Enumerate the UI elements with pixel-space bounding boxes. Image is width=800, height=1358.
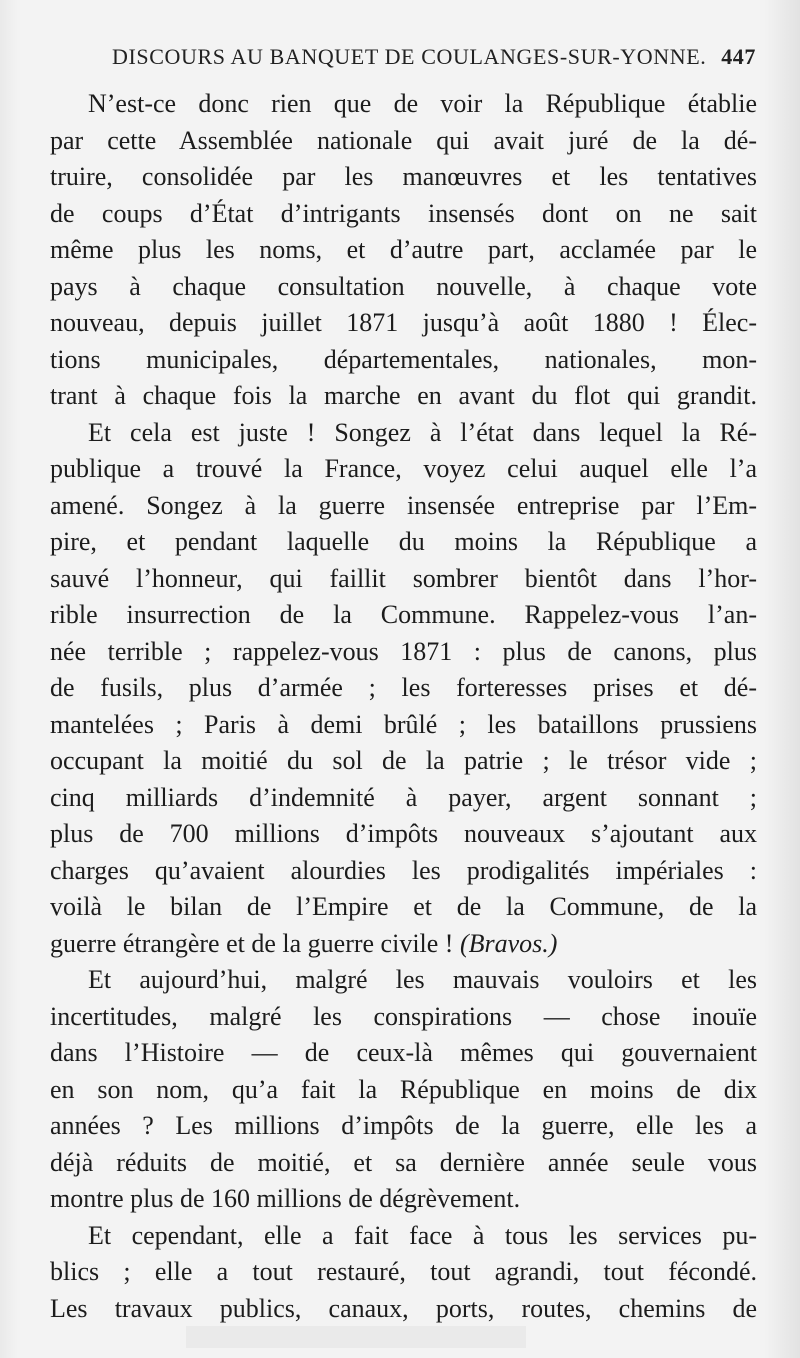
text-line: trant à chaque fois la marche en avant du flot qui grandit. [50, 381, 757, 410]
text-line: blics ; elle a tout restauré, tout agrandi, tout fécondé. [50, 1257, 757, 1286]
text-line: née terrible ; rappelez-vous 1871 : plus de canons, plus [50, 636, 757, 666]
text-line: même plus les noms, et d’autre part, acclamée par le [50, 235, 757, 264]
text-line: années ? Les millions d’impôts de la guerre, elle les a [50, 1111, 757, 1140]
text-line: mantelées ; Paris à demi brûlé ; les bataillons prussiens [50, 709, 757, 739]
text-line: de coups d’État d’intrigants insensés dont on ne sait [50, 198, 757, 228]
text-line: pays à chaque consultation nouvelle, à chaque vote [50, 271, 757, 301]
paragraph [50, 962, 757, 1218]
page-edge-shadow-right [764, 0, 800, 1358]
paragraph [50, 86, 757, 415]
text-line: cinq milliards d’indemnité à payer, argent sonnant ; [50, 782, 757, 812]
text-line: guerre étrangère et de la guerre civile ! [50, 928, 454, 958]
text-line: déjà réduits de moitié, et sa dernière année seule vous [50, 1147, 757, 1177]
text-line: en son nom, qu’a fait la République en moins de dix [50, 1074, 757, 1104]
text-line: Et cependant, elle a fait face à tous les services pu- [88, 1220, 757, 1250]
text-line: sauvé l’honneur, qui faillit sombrer bientôt dans l’hor- [50, 563, 757, 593]
paragraph [50, 415, 757, 963]
running-header [112, 44, 756, 80]
text-line: pire, et pendant laquelle du moins la République a [50, 527, 757, 556]
text-line: N’est-ce donc rien que de voir la République établie [88, 89, 757, 118]
text-line: Les travaux publics, canaux, ports, routes, chemins de [50, 1293, 757, 1323]
text-line: truire, consolidée par les manœuvres et les tentatives [50, 162, 757, 191]
audience-remark: (Bravos.) [459, 928, 558, 958]
text-line: Et aujourd’hui, malgré les mauvais vouloirs et les [88, 965, 757, 994]
text-line: Et cela est juste ! Songez à l’état dans lequel la Ré- [88, 417, 757, 447]
text-line: plus de 700 millions d’impôts nouveaux s’ajoutant aux [50, 819, 757, 848]
text-line: rible insurrection de la Commune. Rappelez-vous l’an- [50, 600, 757, 629]
text-line: amené. Songez à la guerre insensée entreprise par l’Em- [50, 490, 757, 520]
text-line: nouveau, depuis juillet 1871 jusqu’à août 1880 ! Élec- [50, 308, 757, 337]
bleed-through-mark [186, 1326, 526, 1348]
text-line: incertitudes, malgré les conspirations — chose inouïe [50, 1001, 757, 1031]
text-line: tions municipales, départementales, nationales, mon- [50, 344, 757, 374]
text-line: occupant la moitié du sol de la patrie ; le trésor vide ; [50, 746, 757, 775]
text-line: charges qu’avaient alourdies les prodigalités impériales : [50, 855, 757, 885]
text-line: montre plus de 160 millions de dégrèvement. [50, 1184, 521, 1213]
text-line: publique a trouvé la France, voyez celui auquel elle l’a [50, 454, 757, 483]
text-line: dans l’Histoire — de ceux-là mêmes qui gouvernaient [50, 1038, 757, 1067]
text-line: par cette Assemblée nationale qui avait juré de la dé- [50, 125, 757, 155]
text-line: de fusils, plus d’armée ; les forteresses prises et dé- [50, 673, 757, 702]
running-title: DISCOURS AU BANQUET DE COULANGES-SUR-YONNE. [112, 44, 707, 69]
text-line: voilà le bilan de l’Empire et de la Commune, de la [50, 892, 757, 921]
paragraph [50, 1218, 757, 1328]
page-number: 447 [721, 44, 756, 69]
text-line-with-remark [50, 926, 757, 963]
page-edge-shadow-left [0, 0, 18, 1358]
body-text [50, 86, 757, 1327]
